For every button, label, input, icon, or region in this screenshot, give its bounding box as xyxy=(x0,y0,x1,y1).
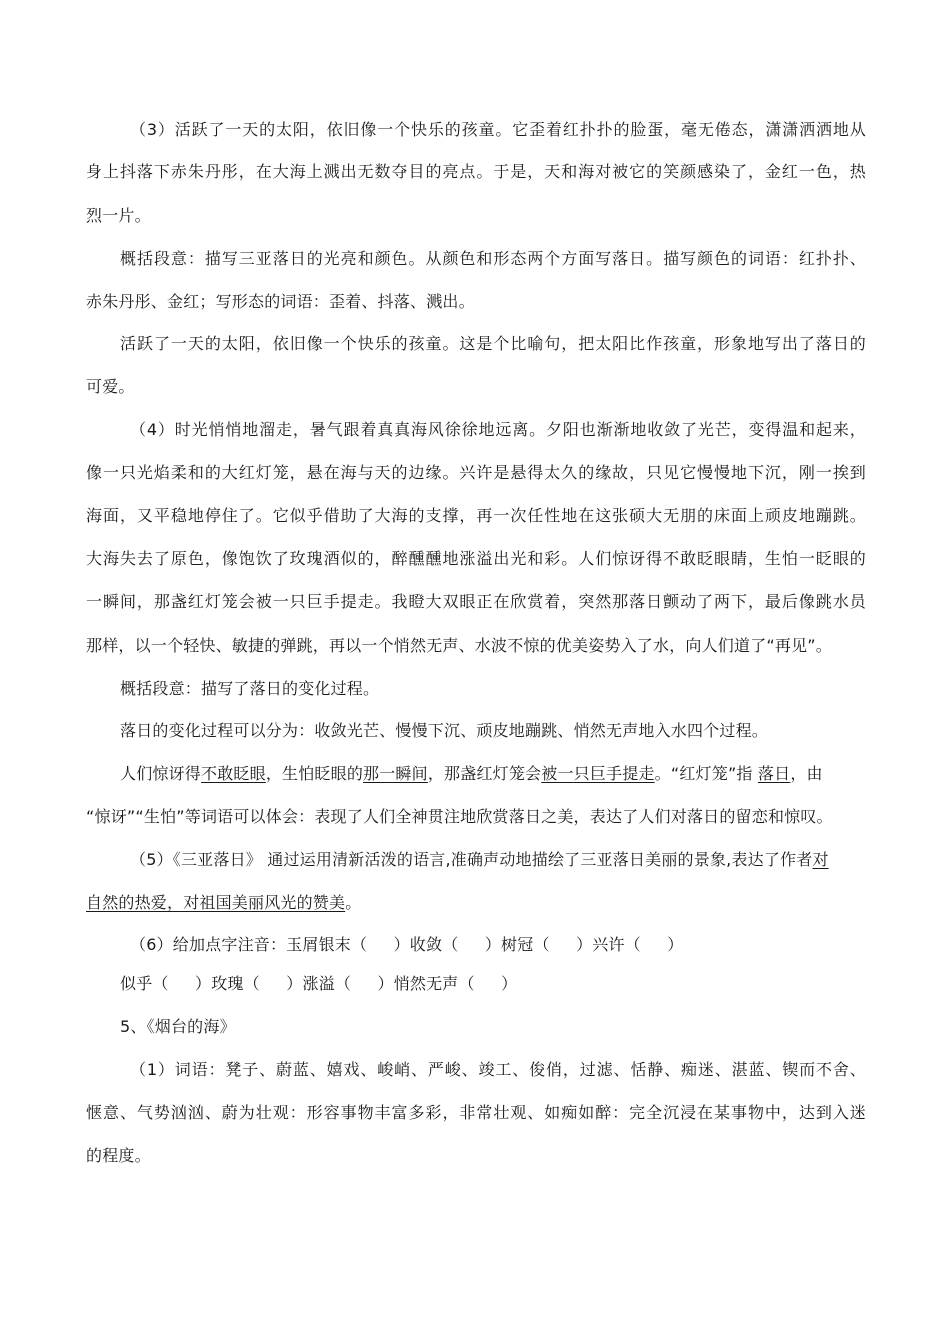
vocab-line1: （1）词语：凳子、蔚蓝、嬉戏、峻峭、严峻、竣工、俊俏，过滤、恬静、痴迷、湛蓝、锲而不舍、 xyxy=(130,1060,866,1079)
summary4: 概括段意：描写了落日的变化过程。 xyxy=(120,679,380,698)
process-text: 落日的变化过程可以分为：收敛光芒、慢慢下沉、顽皮地蹦跳、悄然无声地入水四个过程。 xyxy=(120,721,769,740)
para4-line3: 海面，又平稳地停住了。它似乎借助了大海的支撑，再一次任性地在这张硕大无朋的床面上顽皮地蹦跳。 xyxy=(86,506,866,525)
section-heading: 5、《烟台的海》 xyxy=(120,1017,236,1036)
para5-line2 xyxy=(86,893,866,913)
underlined-phrase: 被一只巨手提走 xyxy=(541,764,655,783)
people-seg9: ，由 xyxy=(790,764,823,783)
underlined-phrase: 落日 xyxy=(757,764,791,783)
underlined-phrase: 那一瞬间 xyxy=(363,764,428,783)
people-seg7: 。“红灯笼”指 xyxy=(654,764,758,783)
para3-line2: 身上抖落下赤朱丹彤，在大海上溅出无数夺目的亮点。于是，天和海对被它的笑颜感染了，金红一色，热 xyxy=(86,162,866,181)
people-seg3: ，生怕眨眼的 xyxy=(265,764,364,783)
simile-line2: 可爱。 xyxy=(86,377,135,396)
vocab-line3: 的程度。 xyxy=(86,1146,151,1165)
para5-line1 xyxy=(130,850,866,870)
para4-line6: 那样，以一个轻快、敏捷的弹跳，再以一个悄然无声、水波不惊的优美姿势入了水，向人们道了“再见”。 xyxy=(86,636,832,655)
para4-line2: 像一只光焰柔和的大红灯笼，悬在海与天的边缘。兴许是悬得太久的缘故，只见它慢慢地下沉，刚一挨到 xyxy=(86,463,866,482)
para3-line1: （3）活跃了一天的太阳，依旧像一个快乐的孩童。它歪着红扑扑的脸蛋，毫无倦态，潇潇洒洒地从 xyxy=(130,120,866,139)
summary3-line1: 概括段意：描写三亚落日的光亮和颜色。从颜色和形态两个方面写落日。描写颜色的词语：红扑扑、 xyxy=(120,249,866,268)
para4-line4: 大海失去了原色，像饱饮了玫瑰酒似的，醉醺醺地涨溢出光和彩。人们惊讶得不敢眨眼睛，生怕一眨眼的 xyxy=(86,549,866,568)
para4-line5: 一瞬间，那盏红灯笼会被一只巨手提走。我瞪大双眼正在欣赏着，突然那落日颤动了两下，最后像跳水员 xyxy=(86,592,866,611)
para3-line3: 烈一片。 xyxy=(86,206,151,225)
underlined-phrase: 不敢眨眼 xyxy=(201,764,266,783)
people-line2: “惊讶”“生怕”等词语可以体会：表现了人们全神贯注地欣赏落日之美，表达了人们对落日的留恋和惊叹。 xyxy=(86,807,833,826)
para5-line2-end: 。 xyxy=(345,893,362,912)
para5-seg1: （5）《三亚落日》 通过运用清新活泼的语言,准确声动地描绘了三亚落日美丽的景象,表达了作者 xyxy=(130,850,813,869)
vocab-line2: 惬意、气势汹汹、蔚为壮观：形容事物丰富多彩，非常壮观、如痴如醉：完全沉浸在某事物中，达到入迷 xyxy=(86,1103,866,1122)
people-seg5: ，那盏红灯笼会 xyxy=(427,764,542,783)
simile-line1: 活跃了一天的太阳，依旧像一个快乐的孩童。这是个比喻句，把太阳比作孩童，形象地写出了落日的 xyxy=(120,334,866,353)
para4-line1: （4）时光悄悄地溜走，暑气跟着真真海风徐徐地远离。夕阳也渐渐地收敛了光芒，变得温和起来， xyxy=(130,420,866,439)
summary3-line2: 赤朱丹彤、金红；写形态的词语：歪着、抖落、溅出。 xyxy=(86,292,475,311)
para6-line1: （6）给加点字注音：玉屑银末（ ）收敛（ ）树冠（ ）兴许（ ） xyxy=(130,935,684,954)
underlined-phrase: 自然的热爱，对祖国美丽风光的赞美 xyxy=(86,893,346,912)
para6-line2: 似乎（ ）玫瑰（ ）涨溢（ ）悄然无声（ ） xyxy=(120,974,518,993)
people-seg1: 人们惊讶得 xyxy=(120,764,202,783)
underlined-phrase: 对 xyxy=(812,850,829,869)
people-line1 xyxy=(120,764,866,784)
